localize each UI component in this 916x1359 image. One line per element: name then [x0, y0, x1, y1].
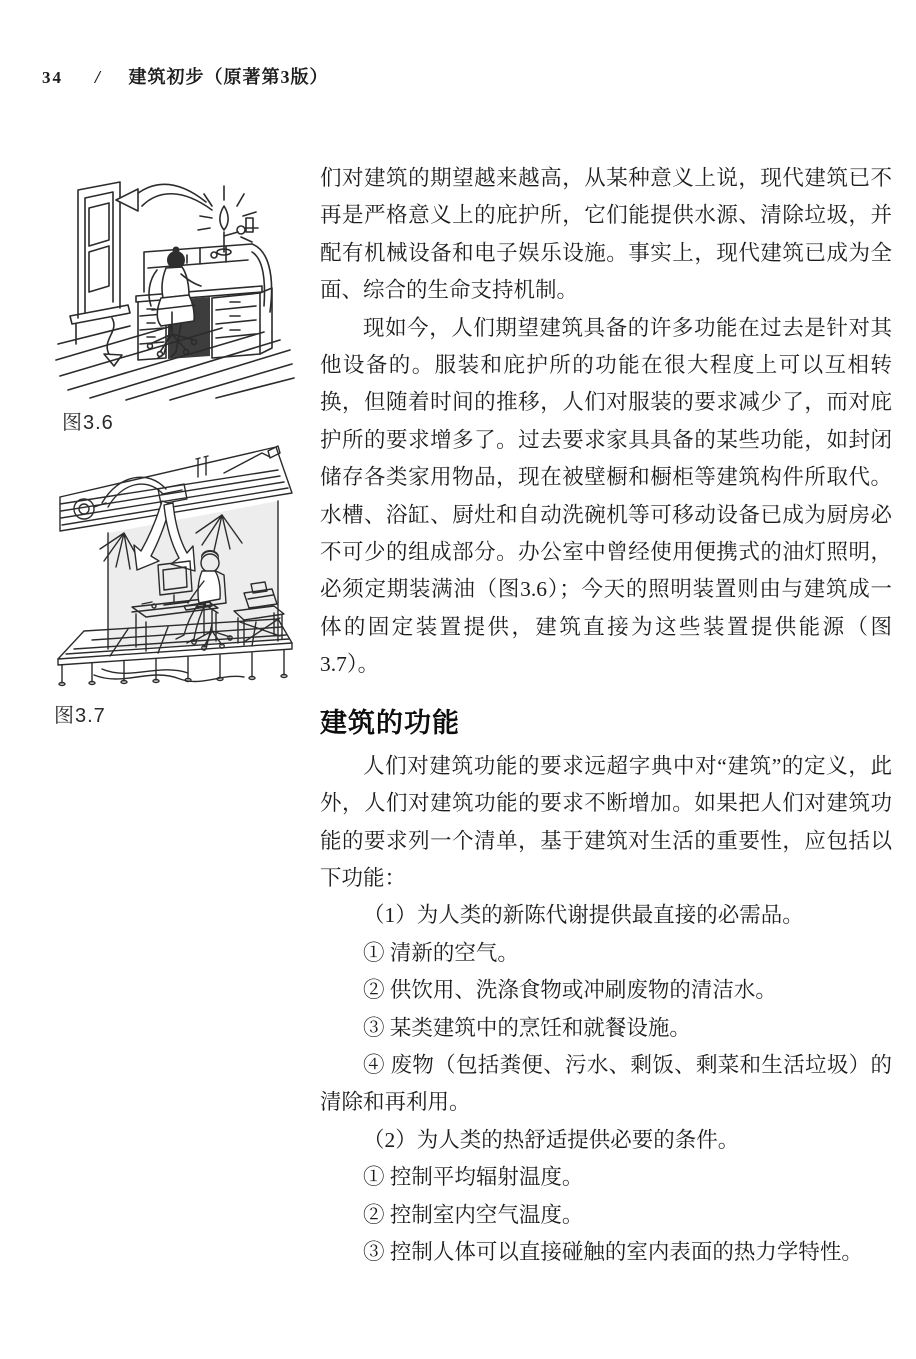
section-heading: 建筑的功能 [320, 707, 460, 738]
text-column [320, 160, 892, 1271]
airflow-arrow [116, 184, 212, 211]
body-paragraph-1: 们对建筑的期望越来越高，从某种意义上说，现代建筑已不再是严格意义上的庇护所，它们能提供水源、清除垃圾，并配有机械设备和电子娱乐设施。事实上，现代建筑已成为全面、综合的生命支持机制。 [320, 166, 892, 303]
figure-3-6-caption: 图3.6 [62, 412, 114, 434]
list-item-4: ③ 某类建筑中的烹饪和就餐设施。 [363, 1015, 691, 1040]
figure-3-7 [46, 437, 298, 728]
window-drawing [70, 182, 130, 344]
figure-3-7-caption: 图3.7 [54, 705, 106, 727]
page-header [42, 63, 329, 89]
figure-3-7-illustration [46, 437, 298, 695]
figure-3-6 [54, 168, 298, 435]
body-paragraph-3: 人们对建筑功能的要求远超字典中对“建筑”的定义，此外，人们对建筑功能的要求不断增加。如果把人们对建筑功能的要求列一个清单，基于建筑对生活的重要性，应包括以下功能： [320, 753, 892, 890]
list-item-2: ① 清新的空气。 [363, 940, 519, 965]
list-item-1: （1）为人类的新陈代谢提供最直接的必需品。 [363, 903, 804, 928]
list-item-6: （2）为人类的热舒适提供必要的条件。 [363, 1127, 740, 1152]
list-item-8: ② 控制室内空气温度。 [363, 1202, 584, 1227]
header-separator: / [95, 67, 101, 87]
list-item-7: ① 控制平均辐射温度。 [363, 1165, 584, 1190]
rolltop-desk-drawing [136, 244, 272, 360]
list-item-3: ② 供饮用、洗涤食物或冲刷废物的清洁水。 [363, 978, 777, 1003]
body-paragraph-2: 现如今，人们期望建筑具备的许多功能在过去是针对其他设备的。服装和庇护所的功能在很大程度上可以互相转换，但随着时间的推移，人们对服装的要求减少了，而对庇护所的要求增多了。过去要求家具具备的某些功能，如封闭储存各类家用物品，现在被壁橱和橱柜等建筑构件所取代。水槽、浴缸、厨灶和自动洗碗机等可移动设备已成为厨房必不可少的组成部分。办公室中曾经使用便携式的油灯照明，必须定期装满油（图3.6）；今天的照明装置则由与建筑成一体的固定装置提供，建筑直接为这些装置提供能源（图3.7）。 [320, 315, 892, 677]
page-number: 34 [42, 68, 63, 87]
list-item-5: ④ 废物（包括粪便、污水、剩饭、剩菜和生活垃圾）的清除和再利用。 [320, 1052, 892, 1115]
figure-3-6-illustration [54, 168, 298, 402]
book-title: 建筑初步（原著第3版） [128, 67, 329, 87]
list-item-9: ③ 控制人体可以直接碰触的室内表面的热力学特性。 [363, 1239, 863, 1264]
